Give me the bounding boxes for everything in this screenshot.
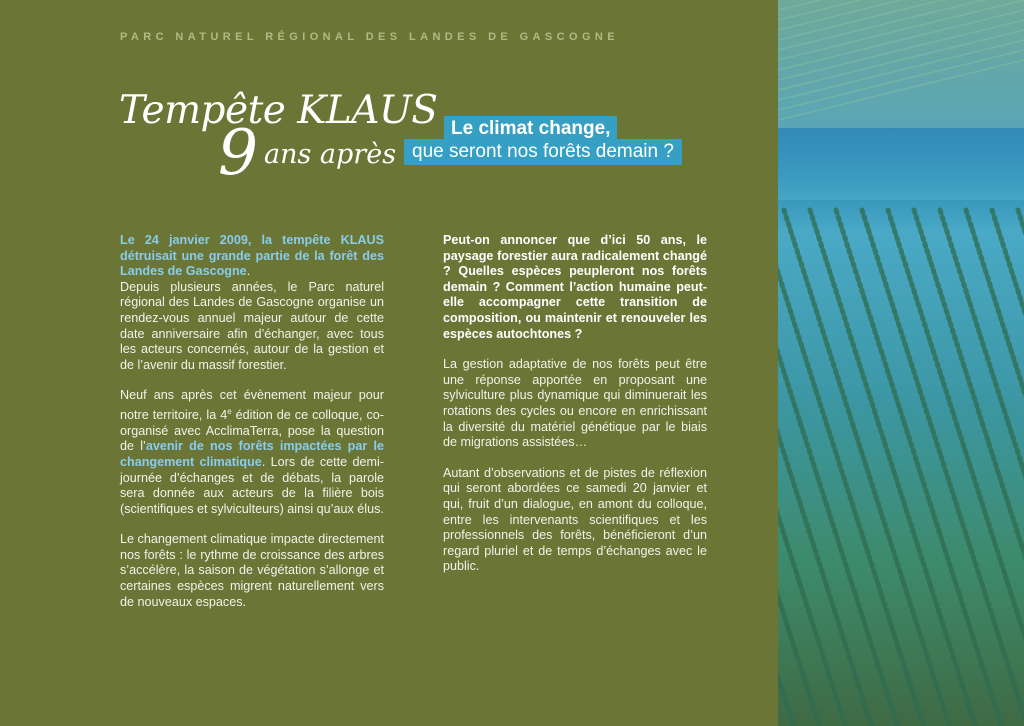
- paragraph-2-highlight: avenir de nos forêts impactées par le changement climatique: [120, 439, 384, 469]
- paragraph-1: Depuis plusieurs années, le Parc naturel régional des Landes de Gascogne organise un rendez-vous annuel majeur autour de cette date anniversaire afin d’échanger, avec tous les acteurs concernés, autour de la gestion et de l’avenir du massif forestier.: [120, 279, 384, 372]
- highlight-line-2: que seront nos forêts demain ?: [404, 139, 682, 165]
- park-header: PARC NATUREL RÉGIONAL DES LANDES DE GASCOGNE: [120, 31, 619, 43]
- right-column: [443, 233, 707, 590]
- left-column: [120, 233, 384, 625]
- questions-paragraph: Peut-on annoncer que d’ici 50 ans, le paysage forestier aura radicalement changé ? Quelles espèces peupleront nos forêts demain ? Comment l’action humaine peut-elle accompagner cette transition de composition, ou maintenir et renouveler les espèces autochtones ?: [443, 233, 707, 341]
- paragraph-2-a: Neuf ans après cet évènement majeur pour notre territoire, la 4: [120, 388, 384, 423]
- title-line-2: ans après: [264, 139, 397, 170]
- forest-rows-image: [778, 0, 1024, 726]
- lead-text: Le 24 janvier 2009, la tempête KLAUS détruisait une grande partie de la forêt des Landes de Gascogne: [120, 233, 384, 279]
- right-paragraph-2: Autant d’observations et de pistes de réflexion qui seront abordées ce samedi 20 janvier et qui, fruit d’un dialogue, en amont du colloque, entre les intervenants scientifiques et les professionnels des forêts, bénéficieront d’un regard pluriel et de temps d’échanges avec le public.: [443, 465, 707, 574]
- paragraph-2-c: . Lors de cette demi-journée d’échanges et de débats, la parole sera donnée aux acteurs de la filière bois (scientifiques et sylviculteurs) ainsi qu’aux élus.: [120, 454, 384, 516]
- highlight-line-1: Le climat change,: [444, 116, 617, 142]
- title-line-1: Tempête KLAUS: [119, 88, 438, 133]
- lead-end: .: [246, 264, 251, 279]
- paragraph-2: [120, 388, 384, 517]
- title-number: 9: [218, 116, 259, 189]
- forest-aerial-photo: [778, 0, 1024, 726]
- right-paragraph-1: La gestion adaptative de nos forêts peut être une réponse apportée en proposant une sylviculture plus dynamique qui diminuerait les rotations des cycles ou encore en enrichissant la diversité du matériel génétique par le biais de migrations assistées…: [443, 357, 707, 450]
- paragraph-2-b: édition de ce colloque, co-organisé avec AcclimaTerra, pose la question de l’: [120, 408, 384, 454]
- paragraph-2-sup: e: [227, 406, 232, 416]
- paragraph-3: Le changement climatique impacte directement nos forêts : le rythme de croissance des arbres s’accélère, la saison de végétation s’allonge et certaines espèces migrent naturellement vers de nouveaux espaces.: [120, 532, 384, 609]
- lead-paragraph: [120, 233, 384, 373]
